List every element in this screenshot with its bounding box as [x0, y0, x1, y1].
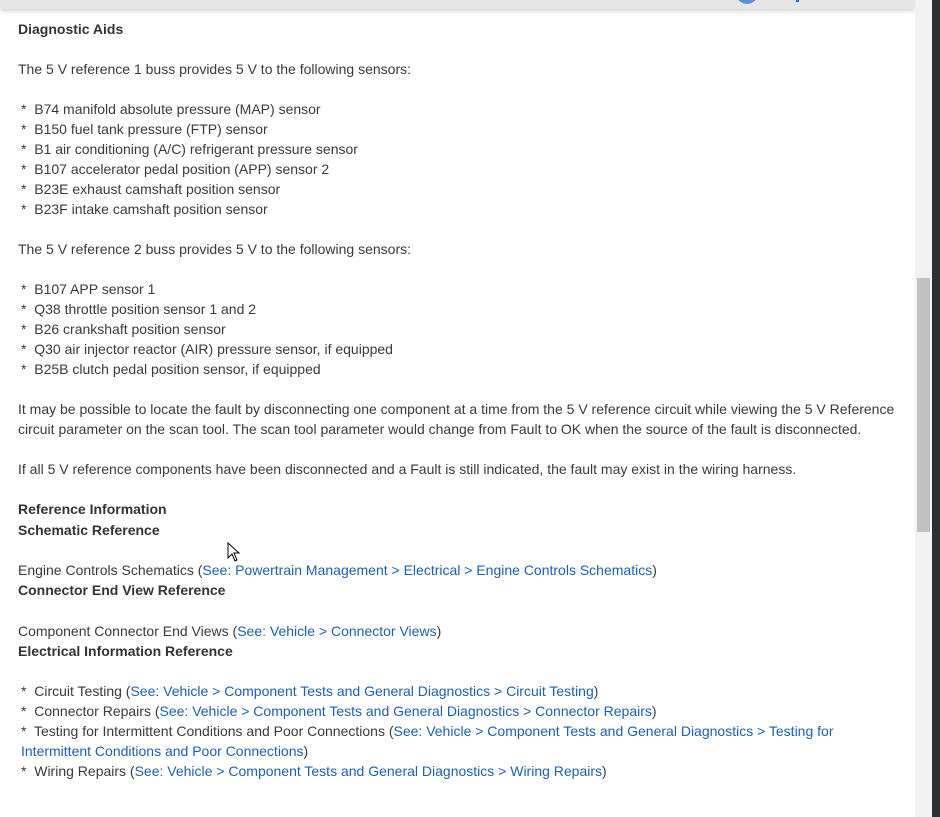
list-item: * B107 APP sensor 1	[21, 281, 156, 297]
connector-line: Component Connector End Views (See: Vehicle > Connector Views)	[18, 623, 442, 639]
reference-information-heading: Reference Information	[18, 501, 167, 517]
intermittent-conditions-link[interactable]: See: Vehicle > Component Tests and General Diagnostics > Testing for Intermittent Conditions and Poor Connections	[21, 723, 834, 759]
list-item: * Q30 air injector reactor (AIR) pressure sensor, if equipped	[21, 341, 393, 357]
schematic-link[interactable]: See: Powertrain Management > Electrical > Engine Controls Schematics	[202, 562, 653, 578]
scrollbar-thumb[interactable]	[917, 278, 930, 532]
electrical-list	[18, 681, 898, 781]
electrical-reference-heading: Electrical Information Reference	[18, 643, 233, 659]
list-item: * Connector Repairs (See: Vehicle > Component Tests and General Diagnostics > Connector Repairs)	[21, 703, 657, 719]
connector-views-link[interactable]: See: Vehicle > Connector Views	[237, 623, 437, 639]
toolbar-button-icon[interactable]	[736, 0, 758, 4]
ref2-intro: The 5 V reference 2 buss provides 5 V to the following sensors:	[18, 241, 411, 257]
list-item: * B23F intake camshaft position sensor	[21, 201, 268, 217]
list-item: * B74 manifold absolute pressure (MAP) sensor	[21, 101, 321, 117]
list-item: * Testing for Intermittent Conditions and Poor Connections (See: Vehicle > Component Tests and General Diagnostics > Testing for Intermittent Conditions and Poor Connections)	[21, 723, 834, 759]
ref1-list	[18, 99, 898, 219]
section-title: Diagnostic Aids	[18, 21, 124, 37]
paragraph-locate-fault: It may be possible to locate the fault by disconnecting one component at a time from the 5 V reference circuit while viewing the 5 V Reference circuit parameter on the scan tool. The scan tool parameter would change from Fault to OK when the source of the fault is disconnected.	[18, 401, 895, 437]
vertical-scrollbar[interactable]	[915, 0, 932, 817]
ref1-intro: The 5 V reference 1 buss provides 5 V to the following sensors:	[18, 61, 411, 77]
connector-repairs-link[interactable]: See: Vehicle > Component Tests and General Diagnostics > Connector Repairs	[159, 703, 652, 719]
list-item: * B23E exhaust camshaft position sensor	[21, 181, 281, 197]
list-item: * Q38 throttle position sensor 1 and 2	[21, 301, 257, 317]
ref2-list	[18, 279, 898, 379]
mouse-cursor-icon	[227, 542, 241, 562]
wiring-repairs-link[interactable]: See: Vehicle > Component Tests and General Diagnostics > Wiring Repairs	[134, 763, 603, 779]
list-item: * Wiring Repairs (See: Vehicle > Component Tests and General Diagnostics > Wiring Repairs)	[21, 763, 607, 779]
paragraph-wiring-harness: If all 5 V reference components have been disconnected and a Fault is still indicated, the fault may exist in the wiring harness.	[18, 461, 797, 477]
window-edge	[932, 0, 940, 817]
top-toolbar	[0, 0, 915, 9]
toolbar-icon[interactable]	[796, 0, 799, 2]
list-item: * B107 accelerator pedal position (APP) sensor 2	[21, 161, 330, 177]
connector-reference-heading: Connector End View Reference	[18, 582, 226, 598]
list-item: * B26 crankshaft position sensor	[21, 321, 226, 337]
list-item: * B25B clutch pedal position sensor, if equipped	[21, 361, 321, 377]
document-content	[18, 19, 898, 781]
list-item: * B150 fuel tank pressure (FTP) sensor	[21, 121, 268, 137]
schematic-line: Engine Controls Schematics (See: Powertrain Management > Electrical > Engine Controls Schematics)	[18, 562, 657, 578]
list-item: * Circuit Testing (See: Vehicle > Component Tests and General Diagnostics > Circuit Testing)	[21, 683, 599, 699]
schematic-reference-heading: Schematic Reference	[18, 522, 160, 538]
list-item: * B1 air conditioning (A/C) refrigerant pressure sensor	[21, 141, 358, 157]
circuit-testing-link[interactable]: See: Vehicle > Component Tests and General Diagnostics > Circuit Testing	[130, 683, 594, 699]
